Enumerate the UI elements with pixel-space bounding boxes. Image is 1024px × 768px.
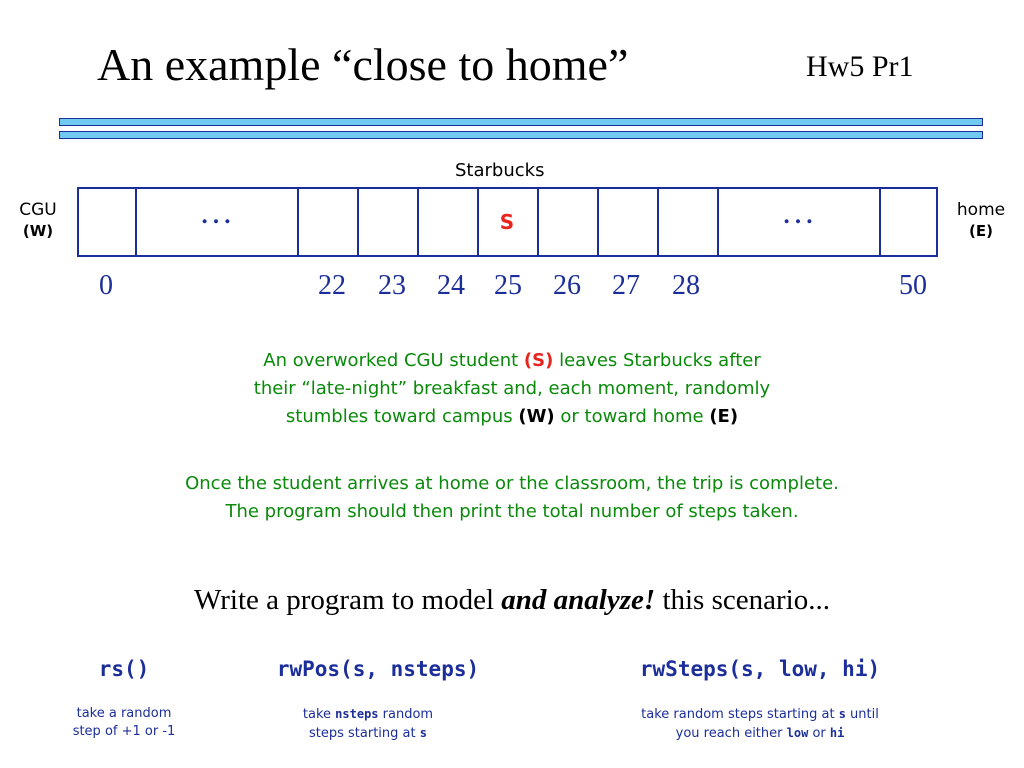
function-signature-rwpos: rwPos(s, nsteps)	[276, 657, 480, 681]
right-end-name: home	[956, 200, 1006, 220]
code-span: hi	[829, 726, 845, 740]
track-cell	[597, 189, 657, 255]
right-end-label	[950, 200, 1012, 243]
tick-label: 26	[553, 270, 581, 301]
task-statement	[0, 584, 1024, 617]
track-cell	[537, 189, 597, 255]
header-rule-bottom	[59, 131, 983, 139]
student-marker: S	[499, 210, 515, 234]
text-span: until	[845, 707, 879, 722]
tick-label: 25	[494, 270, 522, 301]
position-track	[77, 187, 938, 257]
text-span: leaves Starbucks after	[553, 350, 761, 371]
text-span: stumbles toward campus	[285, 406, 519, 427]
track-cell	[357, 189, 417, 255]
tick-label: 24	[437, 270, 465, 301]
text-span: random	[378, 707, 434, 722]
tick-label: 27	[612, 270, 640, 301]
right-end-code: (E)	[969, 222, 993, 241]
text-span: this scenario...	[655, 584, 830, 616]
scenario-description	[0, 347, 1024, 431]
desc-line	[268, 724, 468, 743]
code-span: s	[419, 726, 427, 740]
function-description-rwsteps	[610, 705, 910, 743]
left-end-code: (W)	[22, 222, 54, 241]
scenario-line	[0, 403, 1024, 431]
left-end-label	[10, 200, 66, 243]
desc-line	[610, 724, 910, 743]
text-span: take	[302, 707, 336, 722]
text-span: steps starting at	[309, 726, 420, 741]
function-signature-rs: rs()	[98, 657, 150, 681]
task-emphasis: and analyze!	[501, 584, 656, 616]
home-code: (E)	[709, 406, 739, 427]
track-cell	[417, 189, 477, 255]
tick-label: 28	[672, 270, 700, 301]
right-ellipsis: …	[781, 194, 815, 231]
completion-description	[0, 470, 1024, 526]
left-ellipsis: …	[199, 194, 233, 231]
track-cell	[879, 189, 936, 255]
completion-line: Once the student arrives at home or the classroom, the trip is complete.	[185, 473, 839, 494]
track-cell	[297, 189, 357, 255]
tick-label: 23	[378, 270, 406, 301]
text-span: or toward home	[554, 406, 710, 427]
student-code: (S)	[523, 350, 554, 371]
code-span: nsteps	[335, 707, 379, 721]
function-description-rwpos	[268, 705, 468, 743]
track-cell	[77, 189, 137, 255]
function-signature-rwsteps: rwSteps(s, low, hi)	[639, 657, 881, 681]
desc-line: take a random	[76, 706, 172, 721]
left-end-name: CGU	[19, 200, 57, 220]
track-cell	[657, 189, 717, 255]
tick-label: 0	[99, 270, 113, 301]
code-span: s	[838, 707, 846, 721]
tick-label: 50	[899, 270, 927, 301]
function-description-rs	[44, 705, 204, 741]
text-span: Write a program to model	[194, 584, 502, 616]
text-span: or	[808, 726, 830, 741]
code-span: low	[786, 726, 809, 740]
scenario-line	[0, 347, 1024, 375]
completion-line: The program should then print the total number of steps taken.	[225, 501, 799, 522]
desc-line: step of +1 or -1	[72, 724, 176, 739]
campus-code: (W)	[518, 406, 555, 427]
text-span: take random steps starting at	[641, 707, 839, 722]
scenario-line: their “late-night” breakfast and, each moment, randomly	[253, 378, 771, 399]
desc-line	[268, 705, 468, 724]
desc-line	[610, 705, 910, 724]
text-span: you reach either	[675, 726, 787, 741]
slide-title: An example “close to home”	[97, 39, 629, 90]
homework-tag: Hw5 Pr1	[806, 50, 914, 83]
text-span: An overworked CGU student	[263, 350, 524, 371]
header-rule-top	[59, 118, 983, 126]
starbucks-label: Starbucks	[455, 160, 545, 181]
tick-label: 22	[318, 270, 346, 301]
